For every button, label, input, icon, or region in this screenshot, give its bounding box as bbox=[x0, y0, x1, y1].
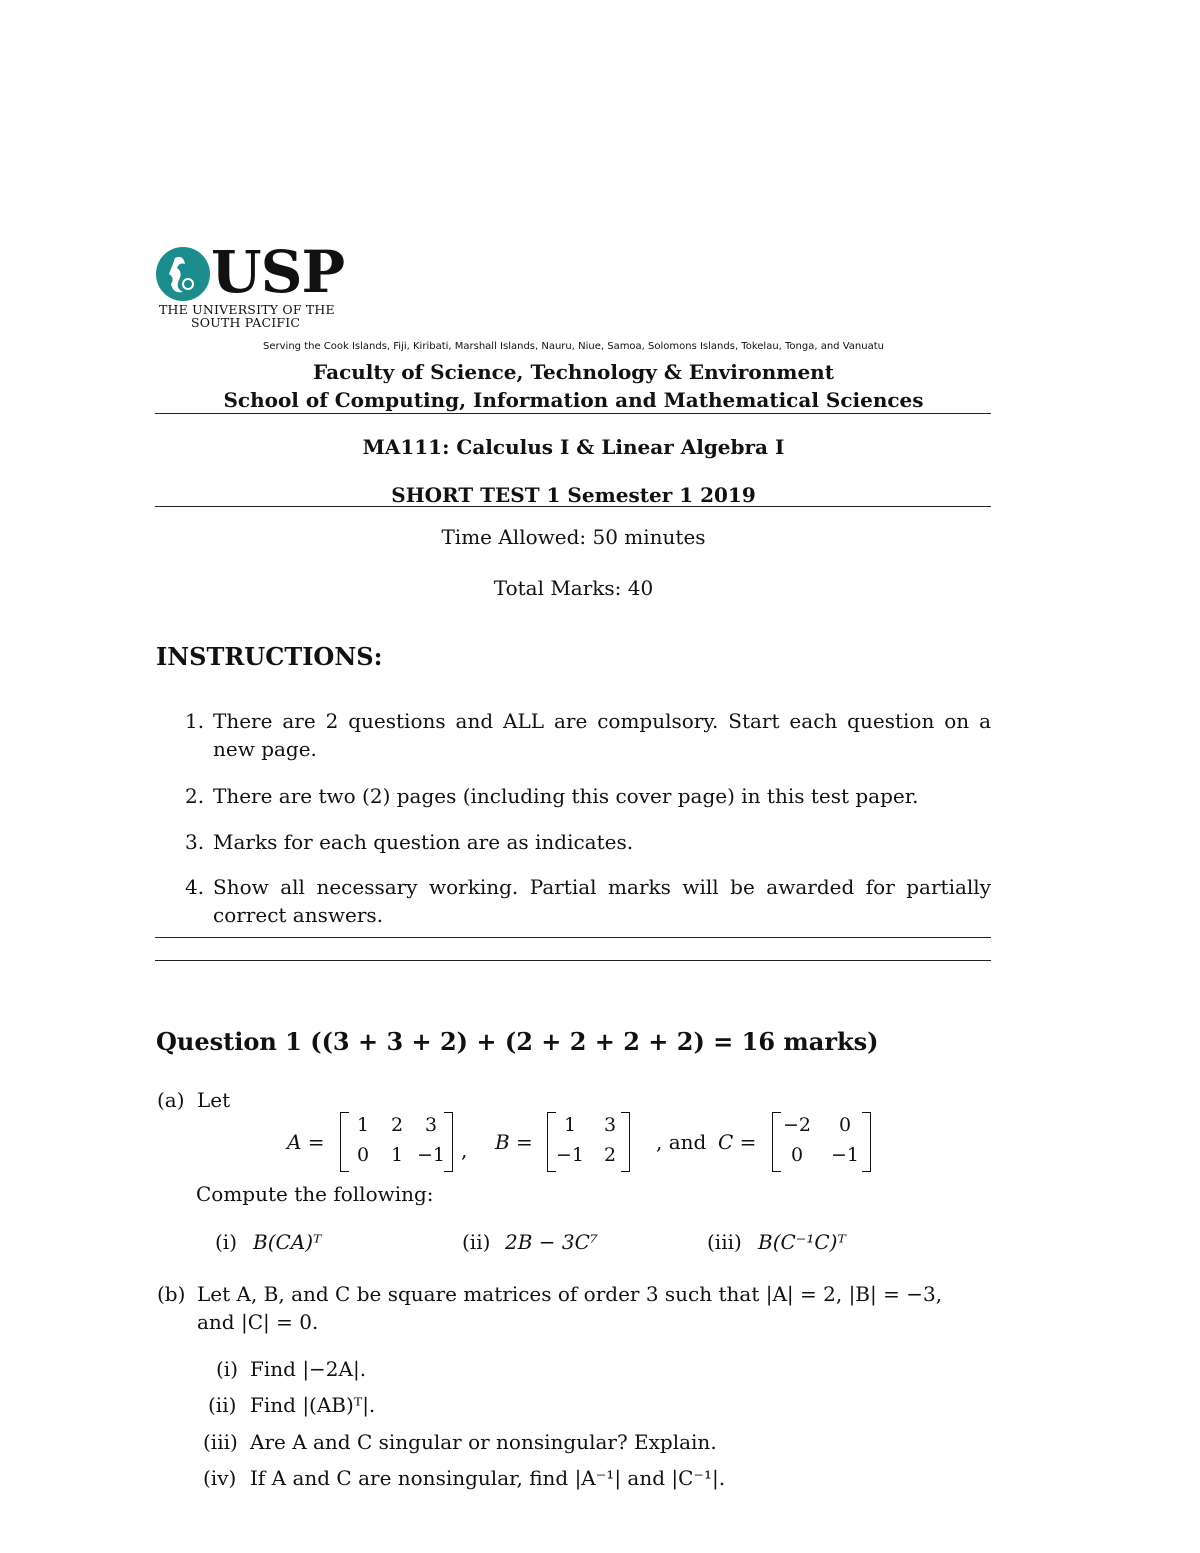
matrix-cell: 3 bbox=[424, 1114, 438, 1136]
matrix-c-name: C = bbox=[718, 1130, 757, 1154]
subpart-label: (i) bbox=[216, 1357, 239, 1381]
divider bbox=[155, 937, 991, 938]
separator: , bbox=[461, 1138, 468, 1162]
school-name: School of Computing, Information and Mathematical Sciences bbox=[223, 388, 924, 412]
time-allowed: Time Allowed: 50 minutes bbox=[441, 525, 706, 549]
matrix-cell: 1 bbox=[356, 1114, 370, 1136]
matrix-b-name: B = bbox=[495, 1130, 533, 1154]
part-b-text: Let A, B, and C be square matrices of order 3 such that |A| = 2, |B| = −3, bbox=[197, 1282, 943, 1306]
matrix-a bbox=[340, 1112, 462, 1170]
usp-emblem-icon bbox=[155, 246, 211, 302]
part-b-text-continued: and |C| = 0. bbox=[197, 1310, 319, 1334]
matrix-cell: 0 bbox=[790, 1144, 804, 1166]
instruction-number: 2. bbox=[185, 784, 205, 808]
subpart-label: (iii) bbox=[707, 1230, 742, 1254]
matrix-cell: 1 bbox=[390, 1144, 404, 1166]
subpart-expression: 2B − 3C⁷ bbox=[505, 1230, 598, 1254]
matrix-cell: −2 bbox=[782, 1114, 811, 1136]
part-b-label: (b) bbox=[157, 1282, 186, 1306]
instruction-text: Show all necessary working. Partial marks will be awarded for partially correct answers. bbox=[213, 875, 991, 927]
divider bbox=[155, 960, 991, 961]
subpart-text: If A and C are nonsingular, find |A⁻¹| and |C⁻¹|. bbox=[250, 1466, 726, 1490]
matrix-cell: 0 bbox=[838, 1114, 852, 1136]
subpart-text: Find |−2A|. bbox=[250, 1357, 367, 1381]
instruction-number: 1. bbox=[185, 709, 205, 733]
matrix-bracket-right bbox=[862, 1112, 871, 1172]
divider bbox=[155, 506, 991, 507]
subpart-label: (ii) bbox=[462, 1230, 491, 1254]
part-a-label: (a) bbox=[157, 1088, 185, 1112]
logo-wordmark: USP bbox=[211, 238, 345, 306]
matrix-bracket-right bbox=[444, 1112, 453, 1172]
matrix-cell: −1 bbox=[416, 1144, 445, 1166]
matrix-a-name: A = bbox=[287, 1130, 325, 1154]
subpart-label: (iv) bbox=[203, 1466, 237, 1490]
matrix-cell: −1 bbox=[830, 1144, 859, 1166]
compute-instruction: Compute the following: bbox=[196, 1182, 434, 1206]
instruction-number: 3. bbox=[185, 830, 205, 854]
matrix-b bbox=[547, 1112, 637, 1170]
subpart-text: Are A and C singular or nonsingular? Explain. bbox=[250, 1430, 717, 1454]
instruction-text: There are 2 questions and ALL are compulsory. Start each question on a new page. bbox=[213, 709, 991, 761]
matrix-cell: −1 bbox=[555, 1144, 584, 1166]
instruction-number: 4. bbox=[185, 875, 205, 899]
matrix-cell: 2 bbox=[603, 1144, 617, 1166]
subpart-expression: B(C⁻¹C)ᵀ bbox=[758, 1230, 846, 1254]
logo-subtitle-line1: THE UNIVERSITY OF THE bbox=[159, 302, 335, 317]
matrix-cell: 0 bbox=[356, 1144, 370, 1166]
instructions-heading: INSTRUCTIONS: bbox=[156, 642, 383, 671]
matrix-bracket-right bbox=[621, 1112, 630, 1172]
test-title: SHORT TEST 1 Semester 1 2019 bbox=[391, 483, 756, 507]
logo-subtitle-line2: SOUTH PACIFIC bbox=[191, 315, 301, 330]
subpart-label: (iii) bbox=[203, 1430, 238, 1454]
serving-countries-line: Serving the Cook Islands, Fiji, Kiribati, Marshall Islands, Nauru, Niue, Samoa, Solomons Islands, Tokelau, Tonga, and Vanuatu bbox=[263, 341, 884, 352]
faculty-name: Faculty of Science, Technology & Environment bbox=[313, 360, 834, 384]
matrix-cell: 3 bbox=[603, 1114, 617, 1136]
matrix-cell: 2 bbox=[390, 1114, 404, 1136]
course-title: MA111: Calculus I & Linear Algebra I bbox=[362, 435, 785, 459]
part-a-lead: Let bbox=[197, 1088, 231, 1112]
subpart-text: Find |(AB)ᵀ|. bbox=[250, 1393, 376, 1417]
matrix-cell: 1 bbox=[563, 1114, 577, 1136]
instruction-text: There are two (2) pages (including this cover page) in this test paper. bbox=[213, 784, 919, 808]
question-1-heading: Question 1 ((3 + 3 + 2) + (2 + 2 + 2 + 2) = 16 marks) bbox=[156, 1027, 879, 1056]
university-logo bbox=[155, 238, 345, 330]
and-text: , and bbox=[656, 1130, 707, 1154]
subpart-expression: B(CA)ᵀ bbox=[253, 1230, 322, 1254]
instruction-text: Marks for each question are as indicates. bbox=[213, 830, 634, 854]
subpart-label: (i) bbox=[215, 1230, 238, 1254]
matrix-c bbox=[772, 1112, 874, 1170]
subpart-label: (ii) bbox=[208, 1393, 237, 1417]
divider bbox=[155, 413, 991, 414]
total-marks: Total Marks: 40 bbox=[493, 576, 654, 600]
